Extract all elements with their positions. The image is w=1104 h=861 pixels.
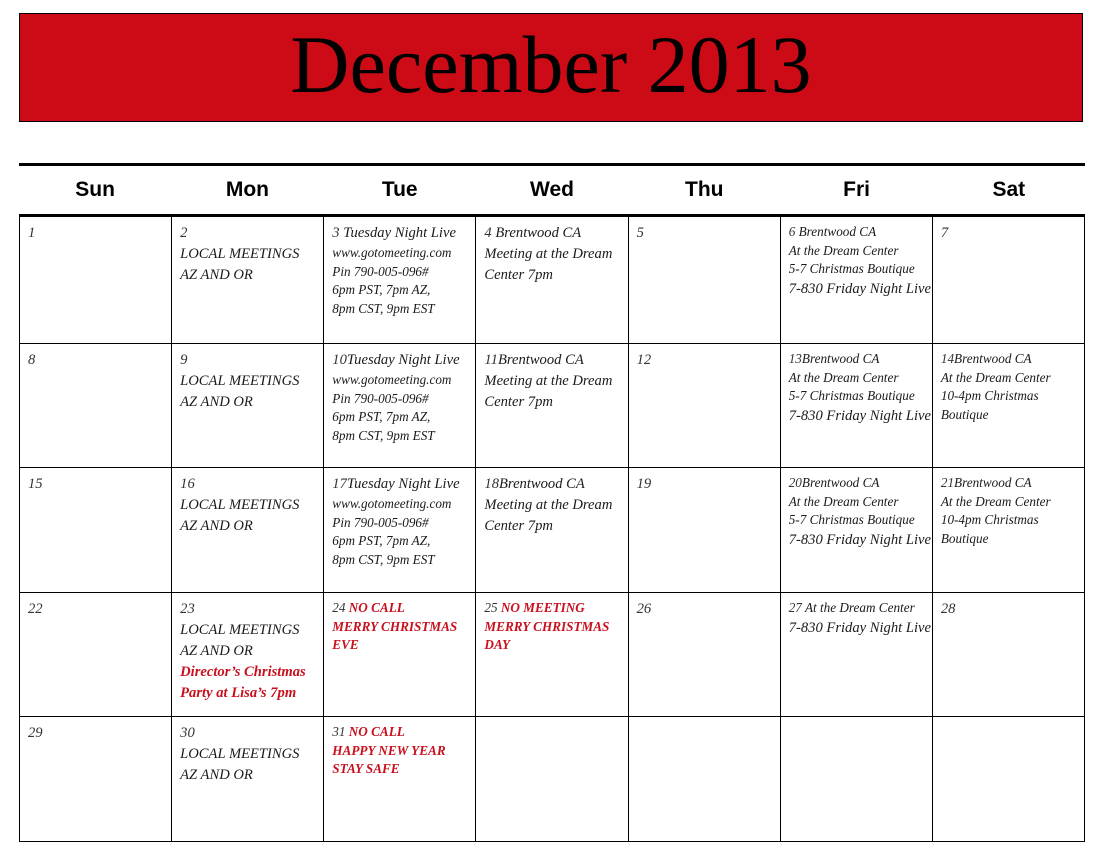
day-cell-28 [933,593,1085,717]
event-text: At the Dream Center [788,493,899,509]
day-number: 19 [636,476,652,492]
event-text: Tuesday Night Live [346,476,460,492]
event-text: LOCAL MEETINGS [180,373,300,389]
day-cell-29 [20,717,172,842]
page-title: December 2013 [290,18,812,110]
day-cell-empty [476,717,628,842]
event-text: 8pm CST, 9pm EST [332,300,435,316]
weekday-mon: Mon [225,178,269,201]
event-text: Center 7pm [484,394,553,410]
day-cell-19 [629,468,781,593]
day-number: 18 [484,476,500,492]
day-cell-14 [933,344,1085,468]
event-text: Center 7pm [484,518,553,534]
day-number: 13 [788,351,802,366]
day-number: 29 [28,725,43,741]
event-text: MERRY CHRISTMAS [332,618,458,634]
day-cell-25 [476,593,628,717]
event-text: Pin 790-005-096# [332,514,429,530]
day-cell-21 [933,468,1085,593]
day-number: 2 [180,225,188,241]
event-text: 5-7 Christmas Boutique [788,261,915,276]
weekday-thu: Thu [685,178,724,201]
day-number: 26 [636,601,652,617]
event-text: 10-4pm Christmas [940,388,1039,403]
event-text: Pin 790-005-096# [332,263,429,279]
event-text: At the Dream Center [788,242,899,258]
day-number: 20 [788,475,802,490]
event-text: LOCAL MEETINGS [180,746,300,762]
event-text: At the Dream Center [801,600,915,615]
event-text: At the Dream Center [788,369,899,385]
day-number: 28 [940,601,956,617]
day-cell-18 [476,468,628,593]
day-number: 12 [636,352,652,368]
event-text: AZ AND OR [180,394,253,410]
event-text: 8pm CST, 9pm EST [332,551,435,567]
event-text: NO CALL [345,600,405,615]
event-text: Center 7pm [484,267,553,283]
day-number: 7 [940,225,949,241]
day-cell-6 [781,217,933,344]
day-number: 3 [332,225,340,241]
day-cell-20 [781,468,933,593]
event-text: 7-830 Friday Night Live [788,531,931,548]
day-number: 17 [332,476,347,492]
day-number: 4 [484,225,492,241]
day-cell-5 [629,217,781,344]
event-text: At the Dream Center [940,493,1051,509]
calendar-grid [19,217,1085,842]
event-text: LOCAL MEETINGS [180,622,300,638]
day-number: 16 [180,476,195,492]
day-cell-12 [629,344,781,468]
day-cell-empty [629,717,781,842]
day-cell-8 [20,344,172,468]
weekday-tue: Tue [381,178,418,201]
day-number: 14 [940,351,955,366]
day-number: 6 [788,224,796,239]
day-cell-empty [933,717,1085,842]
event-text: Meeting at the Dream [484,246,613,262]
event-text: STAY SAFE [332,761,400,776]
event-text: Boutique [940,530,989,546]
day-number: 9 [180,352,188,368]
day-cell-24 [324,593,476,717]
event-text: Tuesday Night Live [339,225,456,241]
event-text: LOCAL MEETINGS [180,246,300,262]
event-text: MERRY CHRISTMAS [484,618,610,634]
weekday-wed: Wed [530,178,574,201]
event-text: Brentwood CA [801,351,880,366]
event-text: AZ AND OR [180,518,253,534]
event-text: Tuesday Night Live [346,352,460,368]
event-text: 8pm CST, 9pm EST [332,427,435,443]
weekday-sun: Sun [75,178,115,201]
event-text: 7-830 Friday Night Live [788,619,931,636]
event-text: 6pm PST, 7pm AZ, [332,533,431,548]
event-text: Meeting at the Dream [484,373,613,389]
day-cell-23 [172,593,324,717]
event-text: 5-7 Christmas Boutique [788,388,915,403]
event-text: Brentwood CA [497,352,584,368]
event-text: NO CALL [345,724,405,739]
day-cell-9 [172,344,324,468]
day-number: 11 [484,352,498,368]
weekday-sat: Sat [992,178,1026,201]
event-text: 6pm PST, 7pm AZ, [332,282,431,297]
day-number: 31 [332,724,346,739]
event-text: Brentwood CA [954,351,1032,366]
event-text: www.gotomeeting.com [332,496,452,511]
day-cell-17 [324,468,476,593]
event-text: Brentwood CA [801,475,880,490]
day-cell-22 [20,593,172,717]
day-number: 30 [180,725,195,741]
day-cell-27 [781,593,933,717]
day-cell-31 [324,717,476,842]
day-cell-15 [20,468,172,593]
event-text: At the Dream Center [940,369,1051,385]
title-banner [19,13,1083,122]
event-text: Party at Lisa’s 7pm [180,685,297,701]
event-text: 7-830 Friday Night Live [788,407,931,424]
event-text: Brentwood CA [491,225,582,241]
event-text: HAPPY NEW YEAR [332,742,446,758]
event-text: Brentwood CA [795,224,877,239]
event-text: AZ AND OR [180,267,253,283]
day-cell-4 [476,217,628,344]
event-text: AZ AND OR [180,643,253,659]
event-text: www.gotomeeting.com [332,372,452,387]
day-cell-3 [324,217,476,344]
event-text: Director’s Christmas [180,664,306,680]
event-text: EVE [332,637,359,652]
day-number: 21 [940,475,955,490]
event-text: Boutique [940,406,989,422]
weekday-fri: Fri [843,178,870,201]
event-text: Brentwood CA [954,475,1032,490]
day-number: 8 [28,352,36,368]
day-number: 10 [332,352,347,368]
day-cell-empty [781,717,933,842]
event-text: DAY [484,637,511,652]
weekday-header [19,166,1085,214]
day-cell-26 [629,593,781,717]
day-number: 23 [180,601,195,617]
day-number: 15 [28,476,43,492]
day-number: 22 [28,601,43,617]
event-text: www.gotomeeting.com [332,245,452,260]
day-cell-16 [172,468,324,593]
day-number: 1 [28,225,36,241]
day-cell-11 [476,344,628,468]
event-text: 7-830 Friday Night Live [788,280,931,297]
event-text: 6pm PST, 7pm AZ, [332,409,431,424]
event-text: 5-7 Christmas Boutique [788,512,915,527]
day-cell-1 [20,217,172,344]
event-text: LOCAL MEETINGS [180,497,300,513]
day-cell-2 [172,217,324,344]
event-text: Pin 790-005-096# [332,390,429,406]
day-cell-30 [172,717,324,842]
event-text: Meeting at the Dream [484,497,613,513]
day-number: 5 [636,225,644,241]
day-number: 25 [484,600,498,615]
event-text: AZ AND OR [180,767,253,783]
day-number: 24 [332,600,346,615]
day-cell-7 [933,217,1085,344]
event-text: Brentwood CA [499,476,585,492]
day-cell-10 [324,344,476,468]
event-text: 10-4pm Christmas [940,512,1039,527]
day-number: 27 [788,600,802,615]
event-text: NO MEETING [497,600,585,615]
day-cell-13 [781,344,933,468]
